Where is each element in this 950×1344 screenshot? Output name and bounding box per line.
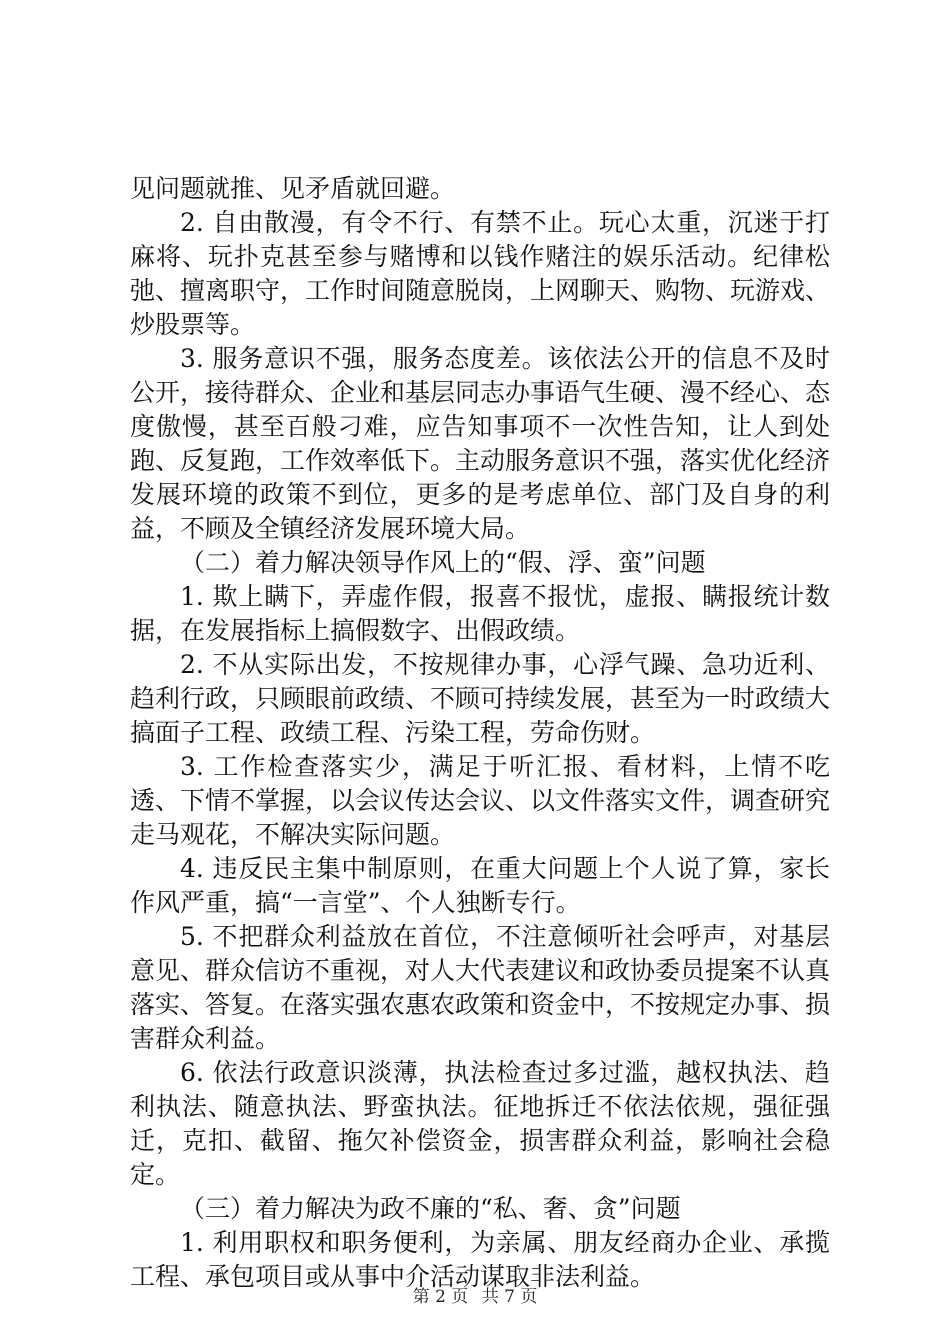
paragraph-item: 1. 欺上瞒下，弄虚作假，报喜不报忧，虚报、瞒报统计数据，在发展指标上搞假数字、出假政绩。 xyxy=(130,582,830,645)
paragraph-item: 1. 利用职权和职务便利，为亲属、朋友经商办企业、承揽工程、承包项目或从事中介活动谋取非法利益。 xyxy=(130,1228,830,1291)
section-heading: （三）着力解决为政不廉的“私、奢、贪”问题 xyxy=(180,1194,681,1223)
page-number: 第 2 页 xyxy=(412,1287,469,1307)
paragraph-item: 2. 不从实际出发，不按规律办事，心浮气躁、急功近利、趋利行政，只顾眼前政绩、不顾可持续发展，甚至为一时政绩大搞面子工程、政绩工程、污染工程，劳命伤财。 xyxy=(130,650,831,747)
paragraph-item: 4. 违反民主集中制原则，在重大问题上个人说了算，家长作风严重，搞“一言堂”、个人独断专行。 xyxy=(130,854,830,917)
page-total: 共 7 页 xyxy=(481,1287,538,1307)
paragraph-item: 3. 服务意识不强，服务态度差。该依法公开的信息不及时公开，接待群众、企业和基层同志办事语气生硬、漫不经心、态度傲慢，甚至百般刁难，应告知事项不一次性告知，让人到处跑、反复跑，工作效率低下。主动服务意识不强，落实优化经济发展环境的政策不到位，更多的是考虑单位、部门及自身的利益，不顾及全镇经济发展环境大局。 xyxy=(130,344,831,543)
page-footer xyxy=(0,1282,950,1307)
paragraph-item: 6. 依法行政意识淡薄，执法检查过多过滥，越权执法、趋利执法、随意执法、野蛮执法。征地拆迁不依法依规，强征强迁，克扣、截留、拖欠补偿资金，损害群众利益，影响社会稳定。 xyxy=(130,1058,830,1189)
paragraph-item: 5. 不把群众利益放在首位，不注意倾听社会呼声，对基层意见、群众信访不重视，对人大代表建议和政协委员提案不认真落实、答复。在落实强农惠农政策和资金中，不按规定办事、损害群众利益。 xyxy=(130,922,831,1053)
section-heading: （二）着力解决领导作风上的“假、浮、蛮”问题 xyxy=(180,548,706,577)
document-body xyxy=(130,172,830,1294)
paragraph-continuation: 见问题就推、见矛盾就回避。 xyxy=(130,174,456,203)
paragraph-item: 3. 工作检查落实少，满足于听汇报、看材料，上情不吃透、下情不掌握，以会议传达会议、以文件落实文件，调查研究走马观花，不解决实际问题。 xyxy=(130,752,831,849)
paragraph-item: 2. 自由散漫，有令不行、有禁不止。玩心太重，沉迷于打麻将、玩扑克甚至参与赌博和以钱作赌注的娱乐活动。纪律松弛、擅离职守，工作时间随意脱岗，上网聊天、购物、玩游戏、炒股票等。 xyxy=(130,208,831,339)
